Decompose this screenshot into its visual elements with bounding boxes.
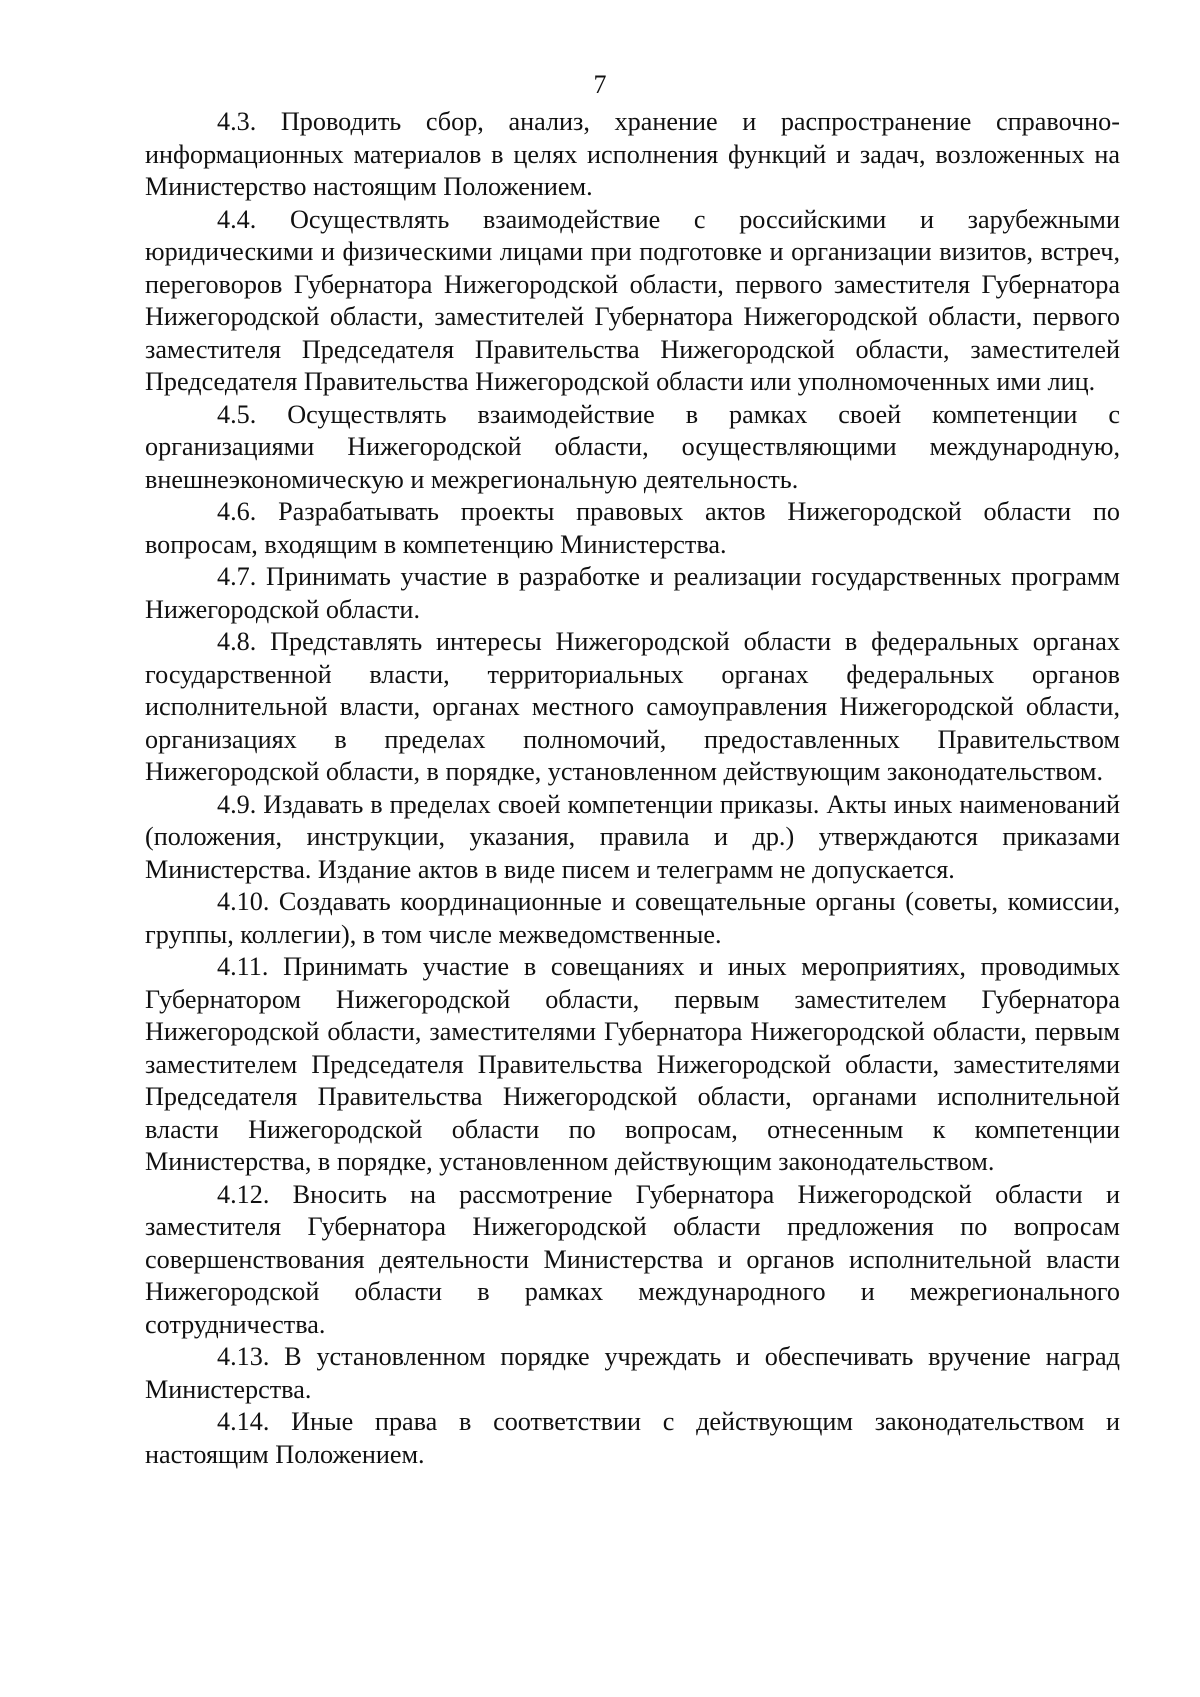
paragraph-4-11: 4.11. Принимать участие в совещаниях и иных мероприятиях, проводимых Губернатором Нижегородской области, первым заместителем Губернатора Нижегородской области, заместителями Губернатора Нижегородской области, первым заместителем Председателя Правительства Нижегородской области, заместителями Председателя Правительства Нижегородской области, органами исполнительной власти Нижегородской области по вопросам, отнесенным к компетенции Министерства, в порядке, установленном действующим законодательством. — [145, 952, 1120, 1176]
paragraph-4-3: 4.3. Проводить сбор, анализ, хранение и распространение справочно-информационных материалов в целях исполнения функций и задач, возложенных на Министерство настоящим Положением. — [145, 107, 1120, 201]
paragraph-4-4: 4.4. Осуществлять взаимодействие с российскими и зарубежными юридическими и физическими лицами при подготовке и организации визитов, встреч, переговоров Губернатора Нижегородской области, первого заместителя Губернатора Нижегородской области, заместителей Губернатора Нижегородской области, первого заместителя Председателя Правительства Нижегородской области, заместителей Председателя Правительства Нижегородской области или уполномоченных ими лиц. — [145, 204, 1120, 396]
page-number: 7 — [593, 70, 607, 99]
paragraph-4-10: 4.10. Создавать координационные и совещательные органы (советы, комиссии, группы, коллегии), в том числе межведомственные. — [145, 887, 1120, 949]
document-body — [145, 106, 1120, 1471]
paragraph-4-13: 4.13. В установленном порядке учреждать и обеспечивать вручение наград Министерства. — [145, 1342, 1120, 1404]
paragraph-4-14: 4.14. Иные права в соответствии с действующим законодательством и настоящим Положением. — [145, 1407, 1120, 1469]
paragraph-4-5: 4.5. Осуществлять взаимодействие в рамках своей компетенции с организациями Нижегородской области, осуществляющими международную, внешнеэкономическую и межрегиональную деятельность. — [145, 399, 1120, 494]
paragraph-4-7: 4.7. Принимать участие в разработке и реализации государственных программ Нижегородской области. — [145, 562, 1120, 624]
paragraph-4-9: 4.9. Издавать в пределах своей компетенции приказы. Акты иных наименований (положения, инструкции, указания, правила и др.) утверждаются приказами Министерства. Издание актов в виде писем и телеграмм не допускается. — [145, 789, 1120, 884]
paragraph-4-8: 4.8. Представлять интересы Нижегородской области в федеральных органах государственной власти, территориальных органах федеральных органов исполнительной власти, органах местного самоуправления Нижегородской области, организациях в пределах полномочий, предоставленных Правительством Нижегородской области, в порядке, установленном действующим законодательством. — [145, 627, 1120, 786]
paragraph-4-12: 4.12. Вносить на рассмотрение Губернатора Нижегородской области и заместителя Губернатора Нижегородской области предложения по вопросам совершенствования деятельности Министерства и органов исполнительной власти Нижегородской области в рамках международного и межрегионального сотрудничества. — [145, 1179, 1120, 1339]
paragraph-4-6: 4.6. Разрабатывать проекты правовых актов Нижегородской области по вопросам, входящим в компетенцию Министерства. — [145, 497, 1120, 559]
